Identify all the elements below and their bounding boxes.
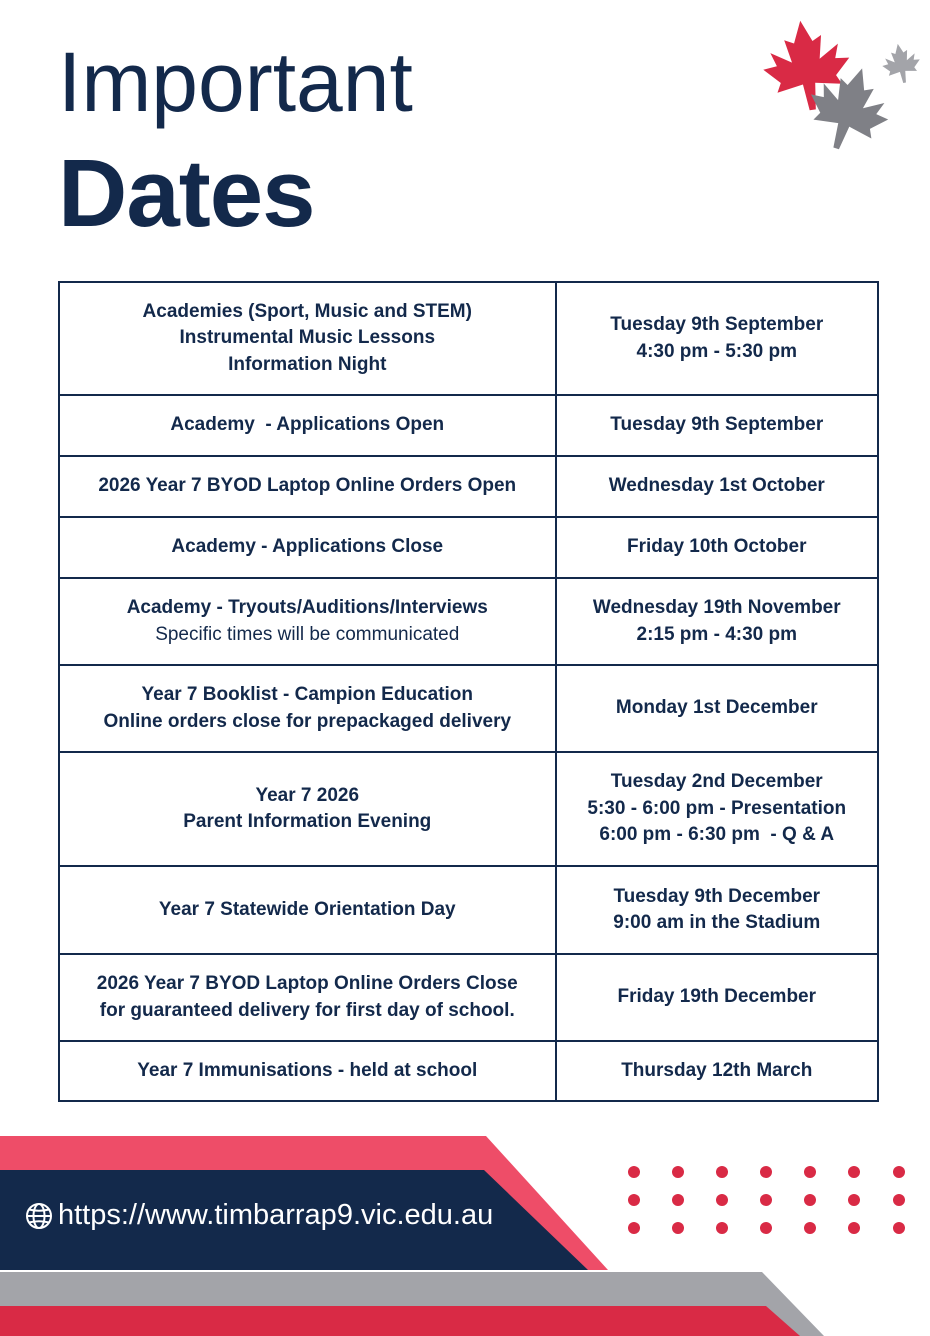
event-cell bbox=[59, 578, 556, 665]
small-grey-maple-leaf-icon bbox=[879, 41, 923, 86]
title-dates: Dates bbox=[58, 140, 315, 247]
table-row bbox=[59, 866, 878, 954]
website-url: https://www.timbarrap9.vic.edu.au bbox=[58, 1199, 494, 1231]
table-row bbox=[59, 282, 878, 395]
event-cell bbox=[59, 752, 556, 866]
time-text: 6:00 pm - 6:30 pm - Q & A bbox=[599, 824, 835, 846]
table-row bbox=[59, 395, 878, 456]
date-text: Thursday 12th March bbox=[621, 1059, 813, 1081]
event-text: Parent Information Evening bbox=[183, 811, 432, 832]
event-cell bbox=[59, 1041, 556, 1101]
date-cell bbox=[556, 395, 878, 456]
date-cell bbox=[556, 578, 878, 665]
event-text: Academy - Applications Close bbox=[171, 536, 444, 558]
date-cell bbox=[556, 954, 878, 1041]
time-text: 2:15 pm - 4:30 pm bbox=[636, 623, 797, 645]
table-row bbox=[59, 578, 878, 665]
date-text: Wednesday 1st October bbox=[608, 475, 825, 497]
event-text: Instrumental Music Lessons bbox=[179, 327, 436, 349]
date-text: Tuesday 9th December bbox=[613, 885, 821, 907]
event-text: Year 7 Booklist - Campion Education bbox=[141, 684, 474, 705]
event-text: 2026 Year 7 BYOD Laptop Online Orders Open bbox=[98, 475, 517, 497]
date-cell bbox=[556, 1041, 878, 1101]
time-text: 9:00 am in the Stadium bbox=[613, 912, 821, 933]
event-text: 2026 Year 7 BYOD Laptop Online Orders Close bbox=[96, 973, 518, 994]
globe-icon bbox=[24, 1201, 54, 1231]
event-text: Academy - Applications Open bbox=[170, 414, 445, 436]
event-cell bbox=[59, 517, 556, 578]
event-text: Year 7 2026 bbox=[255, 784, 360, 806]
date-text: Tuesday 9th September bbox=[610, 414, 824, 436]
event-text: Academy - Tryouts/Auditions/Interviews bbox=[126, 597, 488, 618]
date-cell bbox=[556, 665, 878, 752]
date-cell bbox=[556, 282, 878, 395]
date-text: Tuesday 2nd December bbox=[610, 771, 823, 793]
event-text: for guaranteed delivery for first day of school. bbox=[99, 999, 515, 1021]
red-band bbox=[0, 1306, 800, 1336]
table-row bbox=[59, 954, 878, 1041]
table-row bbox=[59, 1041, 878, 1101]
important-dates-table bbox=[58, 281, 879, 1102]
event-text: Information Night bbox=[228, 353, 387, 375]
event-cell bbox=[59, 866, 556, 954]
dot-grid-decoration bbox=[624, 1163, 914, 1237]
table-row bbox=[59, 752, 878, 866]
event-text: Year 7 Statewide Orientation Day bbox=[158, 898, 456, 920]
maple-leaves-decoration bbox=[760, 18, 930, 168]
event-cell bbox=[59, 395, 556, 456]
title-important: Important bbox=[58, 35, 413, 129]
date-text: Wednesday 19th November bbox=[592, 597, 841, 618]
event-text: Year 7 Immunisations - held at school bbox=[137, 1059, 478, 1081]
date-text: Monday 1st December bbox=[615, 697, 818, 719]
event-cell bbox=[59, 665, 556, 752]
event-note: Specific times will be communicated bbox=[155, 623, 460, 645]
date-cell bbox=[556, 456, 878, 517]
event-cell bbox=[59, 954, 556, 1041]
event-text: Academies (Sport, Music and STEM) bbox=[142, 300, 472, 322]
date-cell bbox=[556, 866, 878, 954]
date-cell bbox=[556, 752, 878, 866]
table-row bbox=[59, 456, 878, 517]
website-link[interactable] bbox=[24, 1199, 493, 1232]
date-cell bbox=[556, 517, 878, 578]
event-cell bbox=[59, 282, 556, 395]
event-text: Online orders close for prepackaged delivery bbox=[103, 710, 512, 732]
time-text: 5:30 - 6:00 pm - Presentation bbox=[587, 797, 847, 819]
date-text: Friday 10th October bbox=[627, 536, 807, 558]
event-cell bbox=[59, 456, 556, 517]
date-text: Friday 19th December bbox=[617, 986, 817, 1008]
time-text: 4:30 pm - 5:30 pm bbox=[636, 340, 797, 362]
table-row bbox=[59, 665, 878, 752]
date-text: Tuesday 9th September bbox=[610, 314, 824, 335]
table-row bbox=[59, 517, 878, 578]
